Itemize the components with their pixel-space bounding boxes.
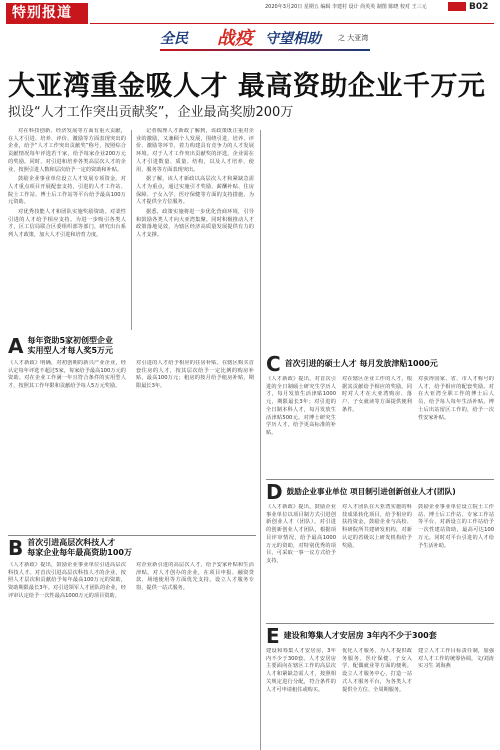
banner-part-d: 之 大亚湾 (338, 34, 369, 42)
headline-title: 大亚湾重金吸人才 最高资助企业千万元 (8, 71, 486, 102)
section-c-header (266, 354, 492, 374)
intro-paragraph: 记者梳理人才新政了解到，该政策既注重对企业的激励，又兼顾个人发展，围绕引进、培养、评价、激励等环节，着力构建具有竞争力的人才发展环境。对于人才工作突出贡献奖的评选，企业需在人才引进数量、质量、结构，以及人才培养、使用、服务等方面表现突出。 (136, 128, 254, 173)
section-b-column-2: 对企业新引进的高层次人才，给予安家补贴和生活津贴。对人才创办的企业，在项目申报、融资贷款、场地使用等方面优先支持。设立人才服务专窗，提供一站式服务。 (136, 562, 254, 592)
section-heading: 鼓励企业事业单位 项目制引进创新创业人才(团队) (286, 487, 456, 496)
column-divider (131, 130, 132, 330)
intro-column-2 (136, 128, 254, 336)
issue-meta: 2020年3月20日 星期五 编辑 李建村 设计 尚英英 制图 陈晓 校对 王三元 (265, 4, 427, 10)
section-heading: 首次引进的硕士人才 每月发放津贴1000元 (284, 359, 438, 368)
section-badge: 特别报道 (6, 3, 88, 24)
header-rule (90, 23, 494, 24)
section-c-column-1: 《人才新政》提出，对首次引进的全日制硕士研究生学历人才，每月发放生活津贴1000元，期限最长3年；对引进的全日制本科人才，每月发放生活津贴500元。对博士研究生学历人才，给予更高标准的补贴。 (266, 376, 336, 436)
section-letter: C (266, 352, 281, 376)
section-e-column-2: 优化人才服务，为人才提供政务服务、医疗保健、子女入学、配偶就业等方面的便利。设立人才服务中心，打造一站式人才服务平台，为各类人才提供全方位、全周期服务。 (342, 648, 412, 693)
section-heading: 首次引进高层次科技人才 每家企业每年最高资助100万 (27, 538, 132, 557)
intro-paragraph: 据悉，政策实施将进一步优化营商环境，引导和鼓励各类人才向大亚湾集聚。同时积极推动人才政策落地见效，为辖区经济高质量发展提供有力的人才支撑。 (136, 209, 254, 239)
intro-paragraph: 对在科技创新、经济发展等方面有重大贡献，在人才引进、培养、评价、激励等方面表现突出的企业，给予“人才工作突出贡献奖”称号，按照综合贡献情况每年评选若干家，给予每家企业200万元的奖励。同时，对引进和培养各类高层次人才的企业，按照引进人数和层次给予一定的资助和补贴。 (8, 128, 126, 173)
banner-underline (160, 49, 370, 51)
page-flag (448, 2, 466, 11)
banner-part-c: 守望相助 (265, 31, 321, 47)
section-letter: B (8, 536, 24, 560)
section-a-column-2: 对引进的人才给予相应的住房补贴。在辖区购买首套住房的人才，按其层次给予一定比例的购房补贴，最高100万元；租房的按月给予租房补贴，期限最长3年。 (136, 360, 254, 390)
section-heading: 建设和筹集人才安居房 3年内不少于300套 (283, 631, 437, 640)
section-divider (8, 535, 256, 536)
section-d-header (266, 482, 494, 502)
section-d-column-3: 鼓励企业事业单位设立院士工作站、博士后工作站、专家工作站等平台，对新设立的工作站给予一次性建站资助，最高可达100万元。同时对平台引进的人才给予生活补助。 (418, 504, 494, 549)
section-d-column-1: 《人才新政》提出，鼓励企业事业单位以项目制方式引进创新创业人才（团队）。对引进的创新创业人才团队，根据项目评审情况，给予最高1000万元的资助，对特别优秀的项目，可采取一事一议方式给予支持。 (266, 504, 336, 564)
section-a-header (8, 336, 256, 356)
headline-subtitle: 拟设“人才工作突出贡献奖”，企业最高奖励200万 (8, 105, 294, 120)
intro-paragraph: 鼓励企业事业单位设立人才发展专项资金。对人才重点项目开展配套支持，引进的人才工作站、院士工作站、博士后工作站等平台给予最高100万元资助。 (8, 176, 126, 206)
section-e-header (266, 626, 494, 646)
section-divider (266, 479, 494, 480)
section-divider (266, 623, 494, 624)
intro-paragraph: 对优秀技能人才和团队实施奖励资助。对柔性引进的人才给予相应支持。为进一步吸引各类人才，区工信局联合区委组织部等部门，研究出台系列人才政策，加大人才引进和培育力度。 (8, 209, 126, 239)
section-b-column-1: 《人才新政》提出，鼓励企业事业单位引进高层次科技人才。对首次引进高层次科技人才的企业，按照人才层次和贡献给予每年最高100万元的资助，资助期限最长3年。对引进领军人才团队的企业，经评审认定给予一次性最高1000万元的项目资助。 (8, 562, 126, 599)
section-e-column-3: 建立人才工作目标责任制，加强对人才工作的统筹协调。文/刘涛 实习生 刘海燕 (418, 648, 494, 670)
section-letter: E (266, 624, 280, 648)
section-letter: A (8, 334, 24, 358)
section-e-column-1: 建设和筹集人才安居房，3年内不少于300套。人才安居房主要面向在辖区工作的高层次人才和紧缺急需人才，按照相关规定进行分配，符合条件的人才可申请租住或购买。 (266, 648, 336, 693)
section-letter: D (266, 480, 283, 504)
column-divider (260, 130, 261, 750)
section-c-column-2: 对在辖区企业工作的人才，根据其贡献给予相应的奖励。同时对人才在大亚湾购房、落户、子女就读等方面提供便利条件。 (342, 376, 412, 413)
page-number: B02 (469, 2, 489, 12)
banner-part-a: 全民 (160, 31, 188, 47)
section-c-column-3: 对获得国家、省、市人才称号的人才，给予相应的配套奖励。对在大亚湾全职工作的博士后人员，给予每人每年生活补贴。博士后出站留区工作的，给予一次性安家补贴。 (418, 376, 494, 421)
section-d-column-2: 对人才团队在大亚湾实施的科技成果转化项目，给予相应的扶持资金。鼓励企业与高校、科研院所共建研发机构，对新认定的省级以上研发机构给予奖励。 (342, 504, 412, 549)
section-a-column-1: 《人才新政》明确，对初创期的新兴产业企业，经认定每年评选不超过5家，每家给予最高100万元的资助。对在企业工作满一年且符合条件的实用型人才，按照其工作年限和贡献给予每人5万元奖励。 (8, 360, 126, 390)
intro-paragraph: 据了解，该人才新政以高层次人才和紧缺急需人才为重点，通过实施引才奖励、薪酬补贴、住房保障、子女入学、医疗保健等方面的支持措施，为人才提供全方位服务。 (136, 176, 254, 206)
banner-part-b: 战疫 (217, 28, 253, 49)
section-b-header (8, 538, 256, 558)
intro-column-1 (8, 128, 126, 336)
section-heading: 每年资助5家初创型企业 实用型人才每人奖5万元 (27, 336, 114, 355)
